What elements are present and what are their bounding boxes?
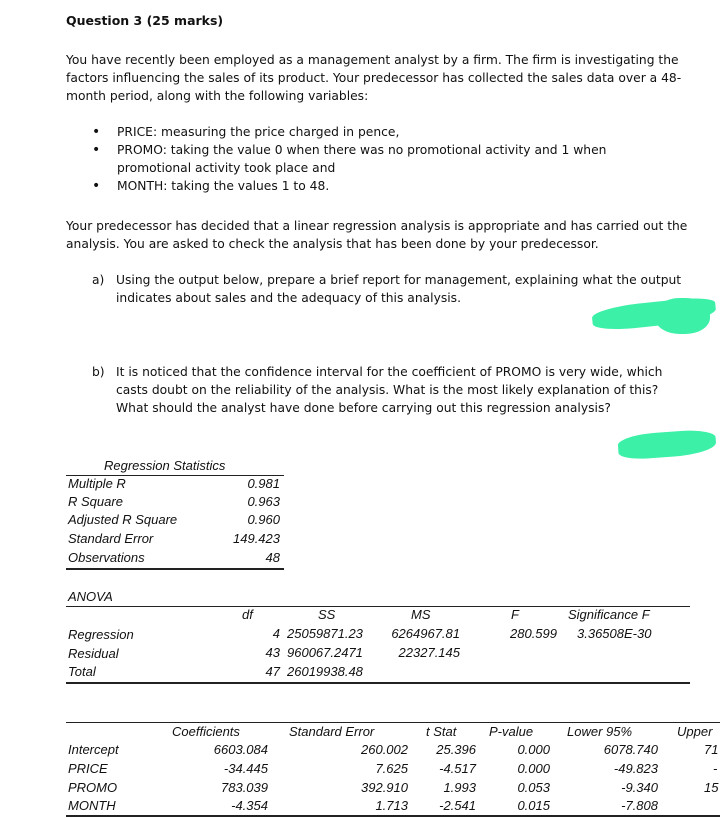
coef-header-t-stat: t Stat	[426, 724, 457, 739]
stats-value: 48	[265, 550, 280, 565]
part-b-label: b)	[92, 365, 105, 379]
intro-paragraph: You have recently been employed as a management analyst by a firm. The firm is investigating the factors influencing the sales of its product. Your predecessor has collected the sales data over a 48-month period, along with the following variables:	[66, 53, 682, 103]
stats-label: R Square	[68, 494, 123, 509]
bullet-promo: • PROMO: taking the value 0 when there was no promotional activity and 1 when promotional activity took place and	[92, 141, 692, 177]
part-a-text: Using the output below, prepare a brief report for management, explaining what the output indicates about sales and the adequacy of this analysis.	[116, 273, 682, 305]
coef-row-label: PROMO	[68, 780, 118, 795]
question-heading: Question 3 (25 marks)	[66, 13, 224, 28]
coef-upper-95: -	[713, 761, 718, 776]
anova-sig: 3.36508E-30	[577, 626, 652, 641]
anova-ss: 26019938.48	[287, 664, 363, 679]
anova-title: ANOVA	[68, 589, 113, 604]
variable-list	[92, 123, 692, 195]
coef-t-stat: 1.993	[443, 780, 476, 795]
anova-header-ms: MS	[411, 607, 431, 622]
coef-bottom-rule	[66, 815, 720, 817]
coef-value: 783.039	[221, 780, 268, 795]
coef-std-error: 7.625	[375, 761, 408, 776]
anova-row-label: Regression	[68, 627, 134, 642]
anova-ms: 22327.145	[398, 645, 460, 660]
coef-t-stat: -4.517	[439, 761, 476, 776]
coef-std-error: 260.002	[361, 742, 408, 757]
part-a	[92, 271, 687, 307]
stats-value: 0.981	[247, 476, 280, 491]
part-b-text: It is noticed that the confidence interval for the coefficient of PROMO is very wide, which casts doubt on the reliability of the analysis. What is the most likely explanation of this? What should the analyst have done before carrying out this regression analysis?	[116, 365, 663, 415]
part-b	[92, 363, 667, 417]
anova-row-label: Residual	[68, 646, 119, 661]
anova-ss: 25059871.23	[287, 626, 363, 641]
anova-ss: 960067.2471	[287, 645, 363, 660]
coef-row-label: MONTH	[68, 798, 116, 813]
stats-label: Observations	[68, 550, 145, 565]
coef-header-upper-95: Upper	[677, 724, 713, 739]
highlight-mark-a2	[655, 298, 710, 334]
coef-header-coefficients: Coefficients	[172, 724, 240, 739]
coef-t-stat: -2.541	[439, 798, 476, 813]
bullet-month: • MONTH: taking the values 1 to 48.	[92, 177, 692, 195]
coef-lower-95: -49.823	[613, 761, 658, 776]
anova-df: 4	[272, 626, 280, 641]
anova-row-label: Total	[68, 664, 96, 679]
coef-row-label: PRICE	[68, 761, 108, 776]
coef-value: -34.445	[223, 761, 268, 776]
anova-header-f: F	[511, 607, 519, 622]
coef-std-error: 392.910	[361, 780, 408, 795]
stats-bottom-rule	[66, 568, 284, 570]
coef-lower-95: 6078.740	[603, 742, 658, 757]
anova-header-df: df	[242, 607, 253, 622]
stats-label: Adjusted R Square	[68, 512, 178, 527]
coef-row-label: Intercept	[68, 742, 119, 757]
coef-std-error: 1.713	[375, 798, 408, 813]
coef-value: 6603.084	[213, 742, 268, 757]
coef-lower-95: -9.340	[621, 780, 658, 795]
anova-df: 43	[265, 645, 280, 660]
stats-value: 149.423	[233, 531, 280, 546]
coef-upper-95: 15	[704, 780, 719, 795]
coef-p-value: 0.053	[517, 780, 550, 795]
coef-header-p-value: P-value	[489, 724, 534, 739]
coef-p-value: 0.000	[517, 742, 550, 757]
stats-label: Standard Error	[68, 531, 154, 546]
anova-df: 47	[265, 664, 280, 679]
coef-header-lower-95: Lower 95%	[567, 724, 633, 739]
anova-f: 280.599	[510, 626, 557, 641]
coef-p-value: 0.000	[517, 761, 550, 776]
bullet-price: • PRICE: measuring the price charged in pence,	[92, 123, 692, 141]
coef-header-standard-error: Standard Error	[289, 724, 375, 739]
context-paragraph: Your predecessor has decided that a linear regression analysis is appropriate and has carried out the analysis. You are asked to check the analysis that has been done by your predecessor.	[66, 219, 688, 251]
part-a-label: a)	[92, 273, 105, 287]
coef-t-stat: 25.396	[436, 742, 476, 757]
stats-value: 0.960	[247, 512, 280, 527]
coef-top-rule	[66, 722, 720, 723]
regression-stats-title: Regression Statistics	[104, 458, 226, 473]
highlight-mark-b	[617, 429, 717, 461]
coef-p-value: 0.015	[517, 798, 550, 813]
anova-ms: 6264967.81	[391, 626, 460, 641]
stats-value: 0.963	[247, 494, 280, 509]
coef-upper-95: 71	[704, 742, 719, 757]
anova-header-ss: SS	[318, 607, 336, 622]
stats-label: Multiple R	[68, 476, 126, 491]
anova-bottom-rule	[66, 682, 690, 684]
anova-header-significance-f: Significance F	[568, 607, 650, 622]
coef-value: -4.354	[231, 798, 268, 813]
coef-lower-95: -7.808	[621, 798, 658, 813]
